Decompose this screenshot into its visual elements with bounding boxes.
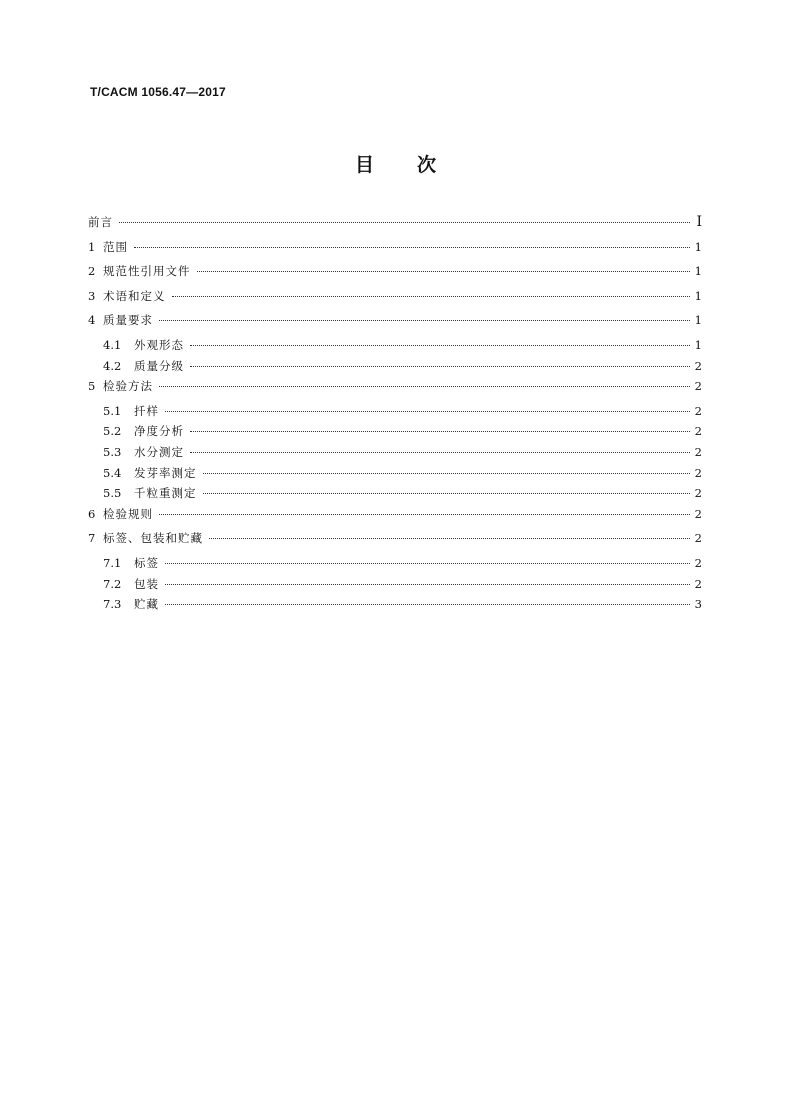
toc-entry-number: 5.5	[103, 486, 122, 501]
toc-entry-label: 标签、包装和贮藏	[103, 531, 203, 546]
toc-entry-page: 2	[694, 506, 702, 521]
toc-entry-number: 3	[88, 288, 96, 303]
toc-entry-label: 前言	[88, 215, 113, 229]
toc-entry-page: 1	[694, 239, 702, 254]
toc-entry-label: 标签	[134, 555, 159, 570]
toc-entry-label: 术语和定义	[103, 288, 166, 303]
toc-entry-page: 1	[694, 264, 702, 279]
toc-entry-number: 5.4	[103, 465, 122, 480]
toc-entry[interactable]	[88, 288, 702, 313]
toc-entry-label: 净度分析	[134, 424, 184, 439]
toc-entry-label: 规范性引用文件	[103, 264, 191, 279]
dot-leader	[159, 320, 690, 321]
toc-entry[interactable]	[88, 337, 702, 358]
toc-entry-label: 检验规则	[103, 506, 153, 521]
toc-entry-label: 检验方法	[103, 379, 153, 394]
toc-entry[interactable]	[88, 555, 702, 576]
toc-entry-number: 5	[88, 379, 96, 394]
toc-entry[interactable]	[88, 423, 702, 444]
toc-entry-number: 5.3	[103, 444, 122, 459]
toc-entry-number: 5.2	[103, 424, 122, 439]
dot-leader	[165, 584, 690, 585]
dot-leader	[190, 452, 690, 453]
toc-entry-label: 贮藏	[134, 597, 159, 612]
toc-entry[interactable]	[88, 214, 702, 239]
page-title-char-1: 目	[354, 154, 375, 176]
toc-entry-number: 7.2	[103, 576, 122, 591]
dot-leader	[159, 386, 690, 387]
dot-leader	[203, 473, 691, 474]
toc-entry-page: 2	[694, 379, 702, 394]
toc-entry[interactable]	[88, 596, 702, 617]
toc-entry-page: 2	[694, 358, 702, 373]
toc-entry-label: 发芽率测定	[134, 465, 197, 480]
toc-entry-number: 2	[88, 264, 96, 279]
toc-entry[interactable]	[88, 465, 702, 486]
toc-entry-number: 4.2	[103, 358, 122, 373]
toc-entry-page: 2	[694, 424, 702, 439]
toc-entry-page: 2	[694, 486, 702, 501]
toc-entry-label: 范围	[103, 239, 128, 254]
toc-entry-number: 6	[88, 506, 96, 521]
toc-entry-label: 扦样	[134, 403, 159, 418]
page-title-char-2: 次	[417, 154, 438, 176]
toc-entry-label: 质量要求	[103, 313, 153, 328]
toc-entry[interactable]	[88, 378, 702, 403]
toc-entry-page: 2	[694, 403, 702, 418]
dot-leader	[165, 411, 690, 412]
toc-entry-number: 5.1	[103, 403, 122, 418]
toc-entry-page: 2	[694, 444, 702, 459]
dot-leader	[190, 366, 690, 367]
dot-leader	[209, 538, 690, 539]
toc-entry-number: 1	[88, 239, 96, 254]
toc-entry[interactable]	[88, 312, 702, 337]
toc-entry[interactable]	[88, 239, 702, 264]
toc-entry-page: 2	[694, 576, 702, 591]
toc-entry-page: 2	[694, 531, 702, 546]
toc-entry[interactable]	[88, 444, 702, 465]
toc-entry-label: 外观形态	[134, 337, 184, 352]
page-title	[0, 150, 792, 177]
dot-leader	[190, 431, 690, 432]
toc-entry-page: 3	[694, 597, 702, 612]
dot-leader	[165, 563, 690, 564]
dot-leader	[197, 271, 691, 272]
toc-entry[interactable]	[88, 358, 702, 379]
toc-entry[interactable]	[88, 263, 702, 288]
dot-leader	[203, 493, 691, 494]
toc-entry-page: I	[696, 214, 702, 230]
toc-entry[interactable]	[88, 485, 702, 506]
dot-leader	[190, 345, 690, 346]
toc-entry[interactable]	[88, 506, 702, 531]
toc-entry-page: 2	[694, 465, 702, 480]
dot-leader	[165, 604, 690, 605]
toc-entry[interactable]	[88, 403, 702, 424]
toc-entry-label: 质量分级	[134, 358, 184, 373]
toc-entry-number: 4.1	[103, 337, 122, 352]
toc-entry-label: 包装	[134, 576, 159, 591]
document-id: T/CACM 1056.47—2017	[90, 85, 226, 99]
toc-entry-page: 1	[694, 288, 702, 303]
toc-entry-number: 7.1	[103, 555, 122, 570]
dot-leader	[134, 247, 690, 248]
toc-entry[interactable]	[88, 530, 702, 555]
dot-leader	[119, 222, 690, 223]
toc-entry-label: 水分测定	[134, 444, 184, 459]
toc-entry-number: 7.3	[103, 597, 122, 612]
toc-entry-number: 7	[88, 531, 96, 546]
dot-leader	[172, 296, 691, 297]
toc-entry-label: 千粒重测定	[134, 486, 197, 501]
toc-entry-page: 2	[694, 555, 702, 570]
toc-entry-page: 1	[694, 313, 702, 328]
toc-entry[interactable]	[88, 576, 702, 597]
toc-entry-page: 1	[694, 337, 702, 352]
toc-entry-number: 4	[88, 313, 96, 328]
table-of-contents	[88, 214, 702, 617]
dot-leader	[159, 514, 690, 515]
